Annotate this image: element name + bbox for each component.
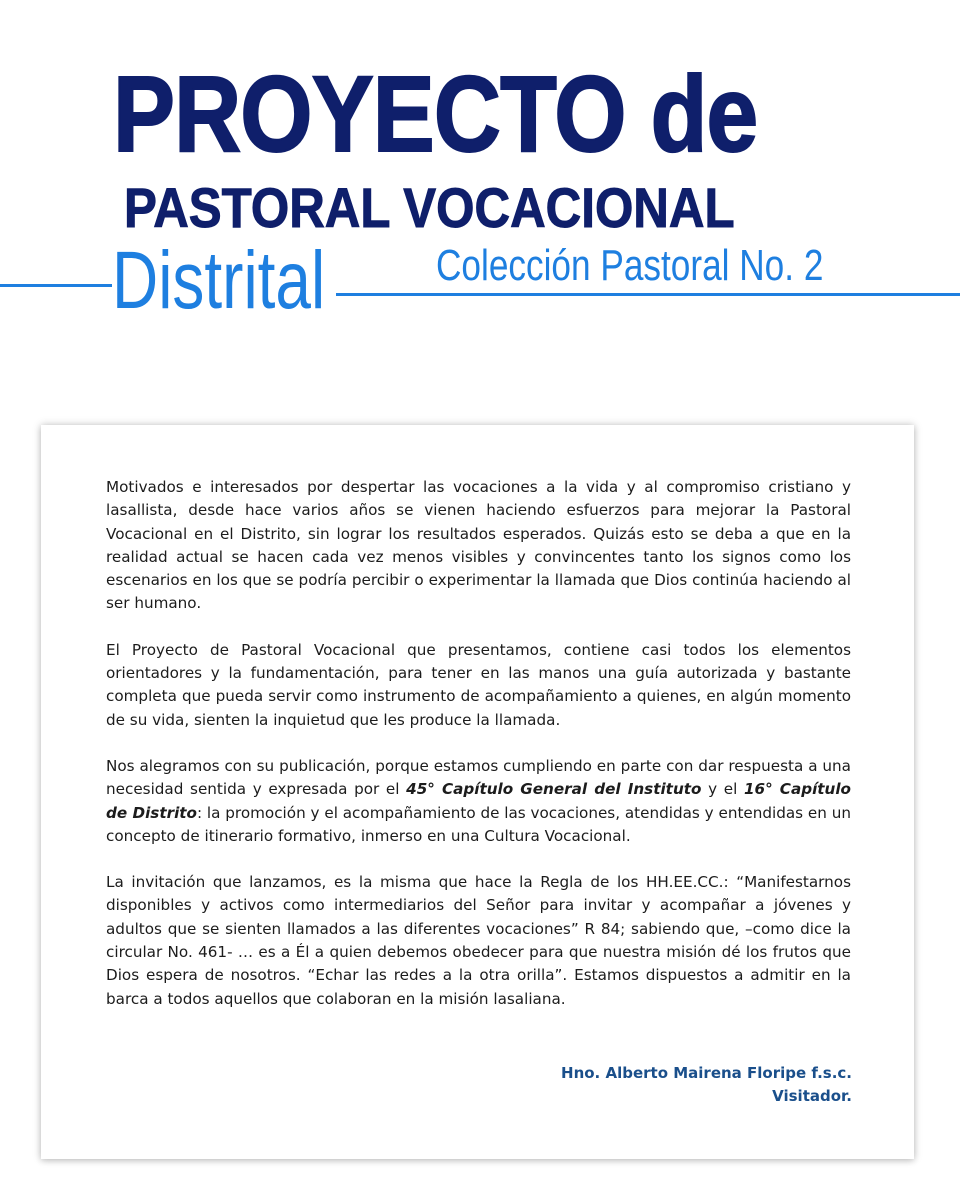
title-distrital: Distrital <box>112 235 326 326</box>
chapter-district-reference: 16° Capítulo de Distrito <box>106 780 851 822</box>
title-line-2: PASTORAL VOCACIONAL <box>124 176 735 239</box>
signature-block <box>561 1062 852 1108</box>
paragraph-1: Motivados e interesados por despertar las vocaciones a la vida y al compromiso cristiano y lasallista, desde hace varios años se vienen haciendo esfuerzos para mejorar la Pastoral Vocacional en el Distrito, sin lograr los resultados esperados. Quizás esto se deba a que en la realidad actual se hacen cada vez menos visibles y convincentes tanto los signos como los escenarios en los que se podría percibir o experimentar la llamada que Dios continúa haciendo al ser humano. <box>106 478 851 613</box>
paragraph-3-text-a: Nos alegramos con su publicación, porque estamos cumpliendo en parte con dar respuesta a una necesidad sentida y expresada por el <box>106 756 851 799</box>
paragraph-2: El Proyecto de Pastoral Vocacional que presentamos, contiene casi todos los elementos orientadores y la fundamentación, para tener en las manos una guía autorizada y bastante completa que pueda servir como instrumento de acompañamiento a quienes, en algún momento de su vida, sienten la inquietud que les produce la llamada. <box>106 640 851 729</box>
signature-name: Hno. Alberto Mairena Floripe f.s.c. <box>561 1064 852 1082</box>
divider-right <box>336 293 960 296</box>
signature-role: Visitador. <box>772 1087 852 1105</box>
body-text <box>106 476 851 1034</box>
chapter-general-reference: 45° Capítulo General del Instituto <box>406 780 702 799</box>
paragraph-3-text-e: : la promoción y el acompañamiento de las vocaciones, atendidas y entendidas en un concepto de itinerario formativo, inmerso en una Cultura Vocacional. <box>106 803 851 845</box>
title-line-1: PROYECTO de <box>113 53 758 174</box>
divider-left <box>0 284 112 287</box>
paragraph-4: La invitación que lanzamos, es la misma que hace la Regla de los HH.EE.CC.: “Manifestarnos disponibles y activos como intermediarios del Señor para invitar y acompañar a jóvenes y adultos que se sienten llamados a las diferentes vocaciones” R 84; sabiendo que, –como dice la circular No. 461- … es a Él a quien debemos obedecer para que nuestra misión dé los frutos que Dios espera de nosotros. “Echar las redes a la otra orilla”. Estamos dispuestos a admitir en la barca a todos aquellos que colaboran en la misión lasaliana. <box>106 873 851 1008</box>
collection-subtitle: Colección Pastoral No. 2 <box>436 241 824 290</box>
paragraph-3-text-c: y el <box>701 780 744 799</box>
paragraph-3 <box>106 755 851 848</box>
